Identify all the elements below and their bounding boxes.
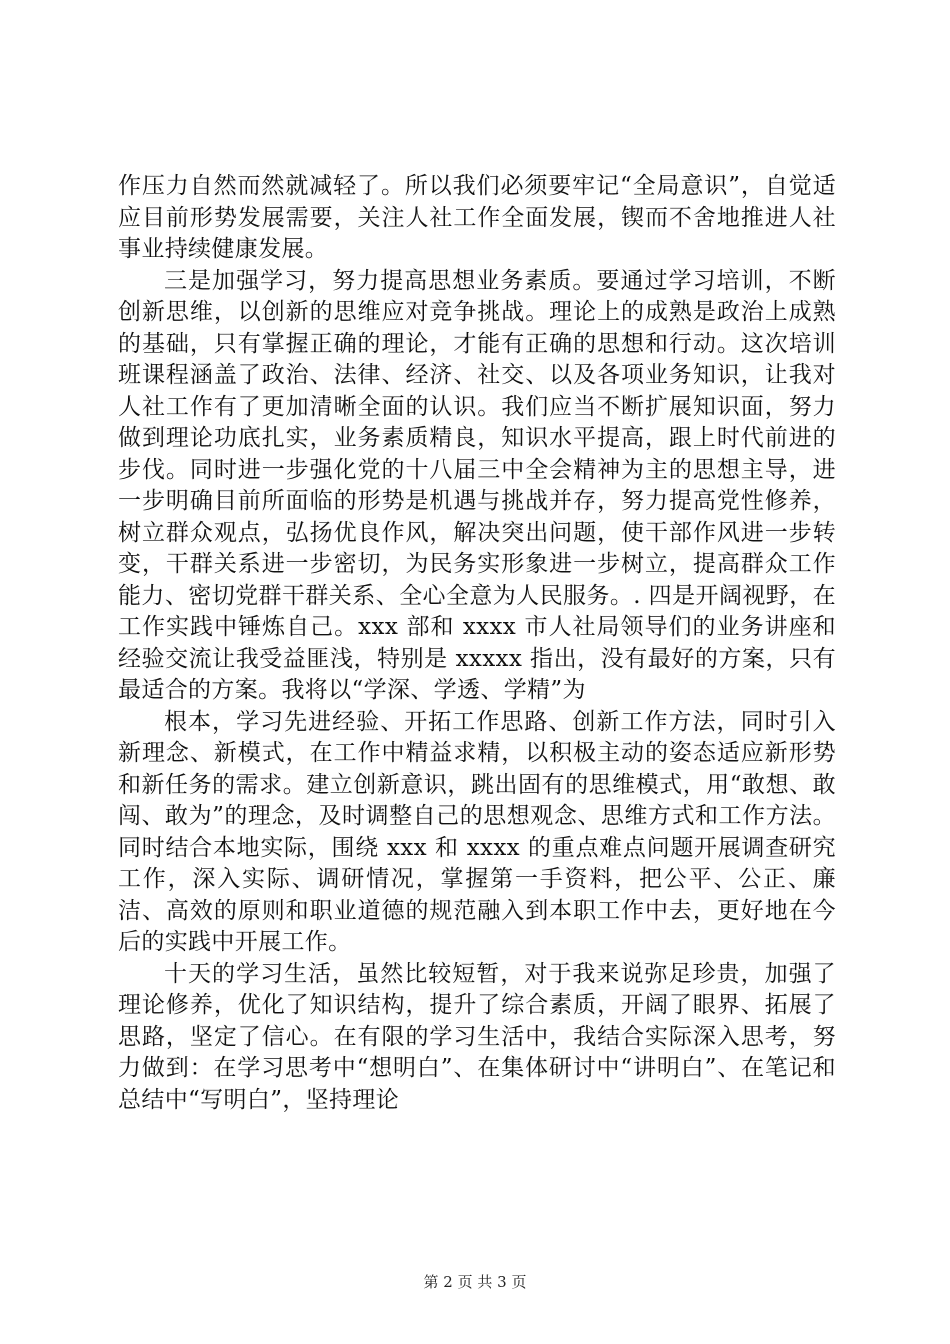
paragraph-foundation: 根本，学习先进经验、开拓工作思路、创新工作方法，同时引入新理念、新模式，在工作中精益求精，以积极主动的姿态适应新形势和新任务的需求。建立创新意识，跳出固有的思维模式，用“敢想、敢闯、敢为”的理念，及时调整自己的思想观念、思维方式和工作方法。同时结合本地实际，围绕 xxx 和 xxxx 的重点难点问题开展调查研究工作，深入实际、调研情况，掌握第一手资料，把公平、公正、廉洁、高效的原则和职业道德的规范融入到本职工作中去，更好地在今后的实践中开展工作。 bbox=[118, 708, 836, 955]
paragraph-ten-days: 十天的学习生活，虽然比较短暂，对于我来说弥足珍贵，加强了理论修养，优化了知识结构，提升了综合素质，开阔了眼界、拓展了思路，坚定了信心。在有限的学习生活中，我结合实际深入思考，努力做到：在学习思考中“想明白”、在集体研讨中“讲明白”、在笔记和总结中“写明白”，坚持理论 bbox=[118, 960, 836, 1113]
document-body bbox=[118, 171, 836, 1116]
paragraph-study: 三是加强学习，努力提高思想业务素质。要通过学习培训，不断创新思维，以创新的思维应对竞争挑战。理论上的成熟是政治上成熟的基础，只有掌握正确的理论，才能有正确的思想和行动。这次培训班课程涵盖了政治、法律、经济、社交、以及各项业务知识，让我对人社工作有了更加清晰全面的认识。我们应当不断扩展知识面，努力做到理论功底扎实，业务素质精良，知识水平提高，跟上时代前进的步伐。同时进一步强化党的十八届三中全会精神为主的思想主导，进一步明确目前所面临的形势是机遇与挑战并存，努力提高党性修养，树立群众观点，弘扬优良作风，解决突出问题，使干部作风进一步转变，干群关系进一步密切，为民务实形象进一步树立，提高群众工作能力、密切党群干群关系、全心全意为人民服务。. 四是开阔视野，在工作实践中锤炼自己。xxx 部和 xxxx 市人社局领导们的业务讲座和经验交流让我受益匪浅，特别是 xxxxx 指出，没有最好的方案，只有最适合的方案。我将以“学深、学透、学精”为 bbox=[118, 267, 836, 703]
paragraph-continued: 作压力自然而然就减轻了。所以我们必须要牢记“全局意识”，自觉适应目前形势发展需要，关注人社工作全面发展，锲而不舍地推进人社事业持续健康发展。 bbox=[118, 173, 836, 262]
page-footer: 第 2 页 共 3 页 bbox=[423, 1273, 527, 1291]
